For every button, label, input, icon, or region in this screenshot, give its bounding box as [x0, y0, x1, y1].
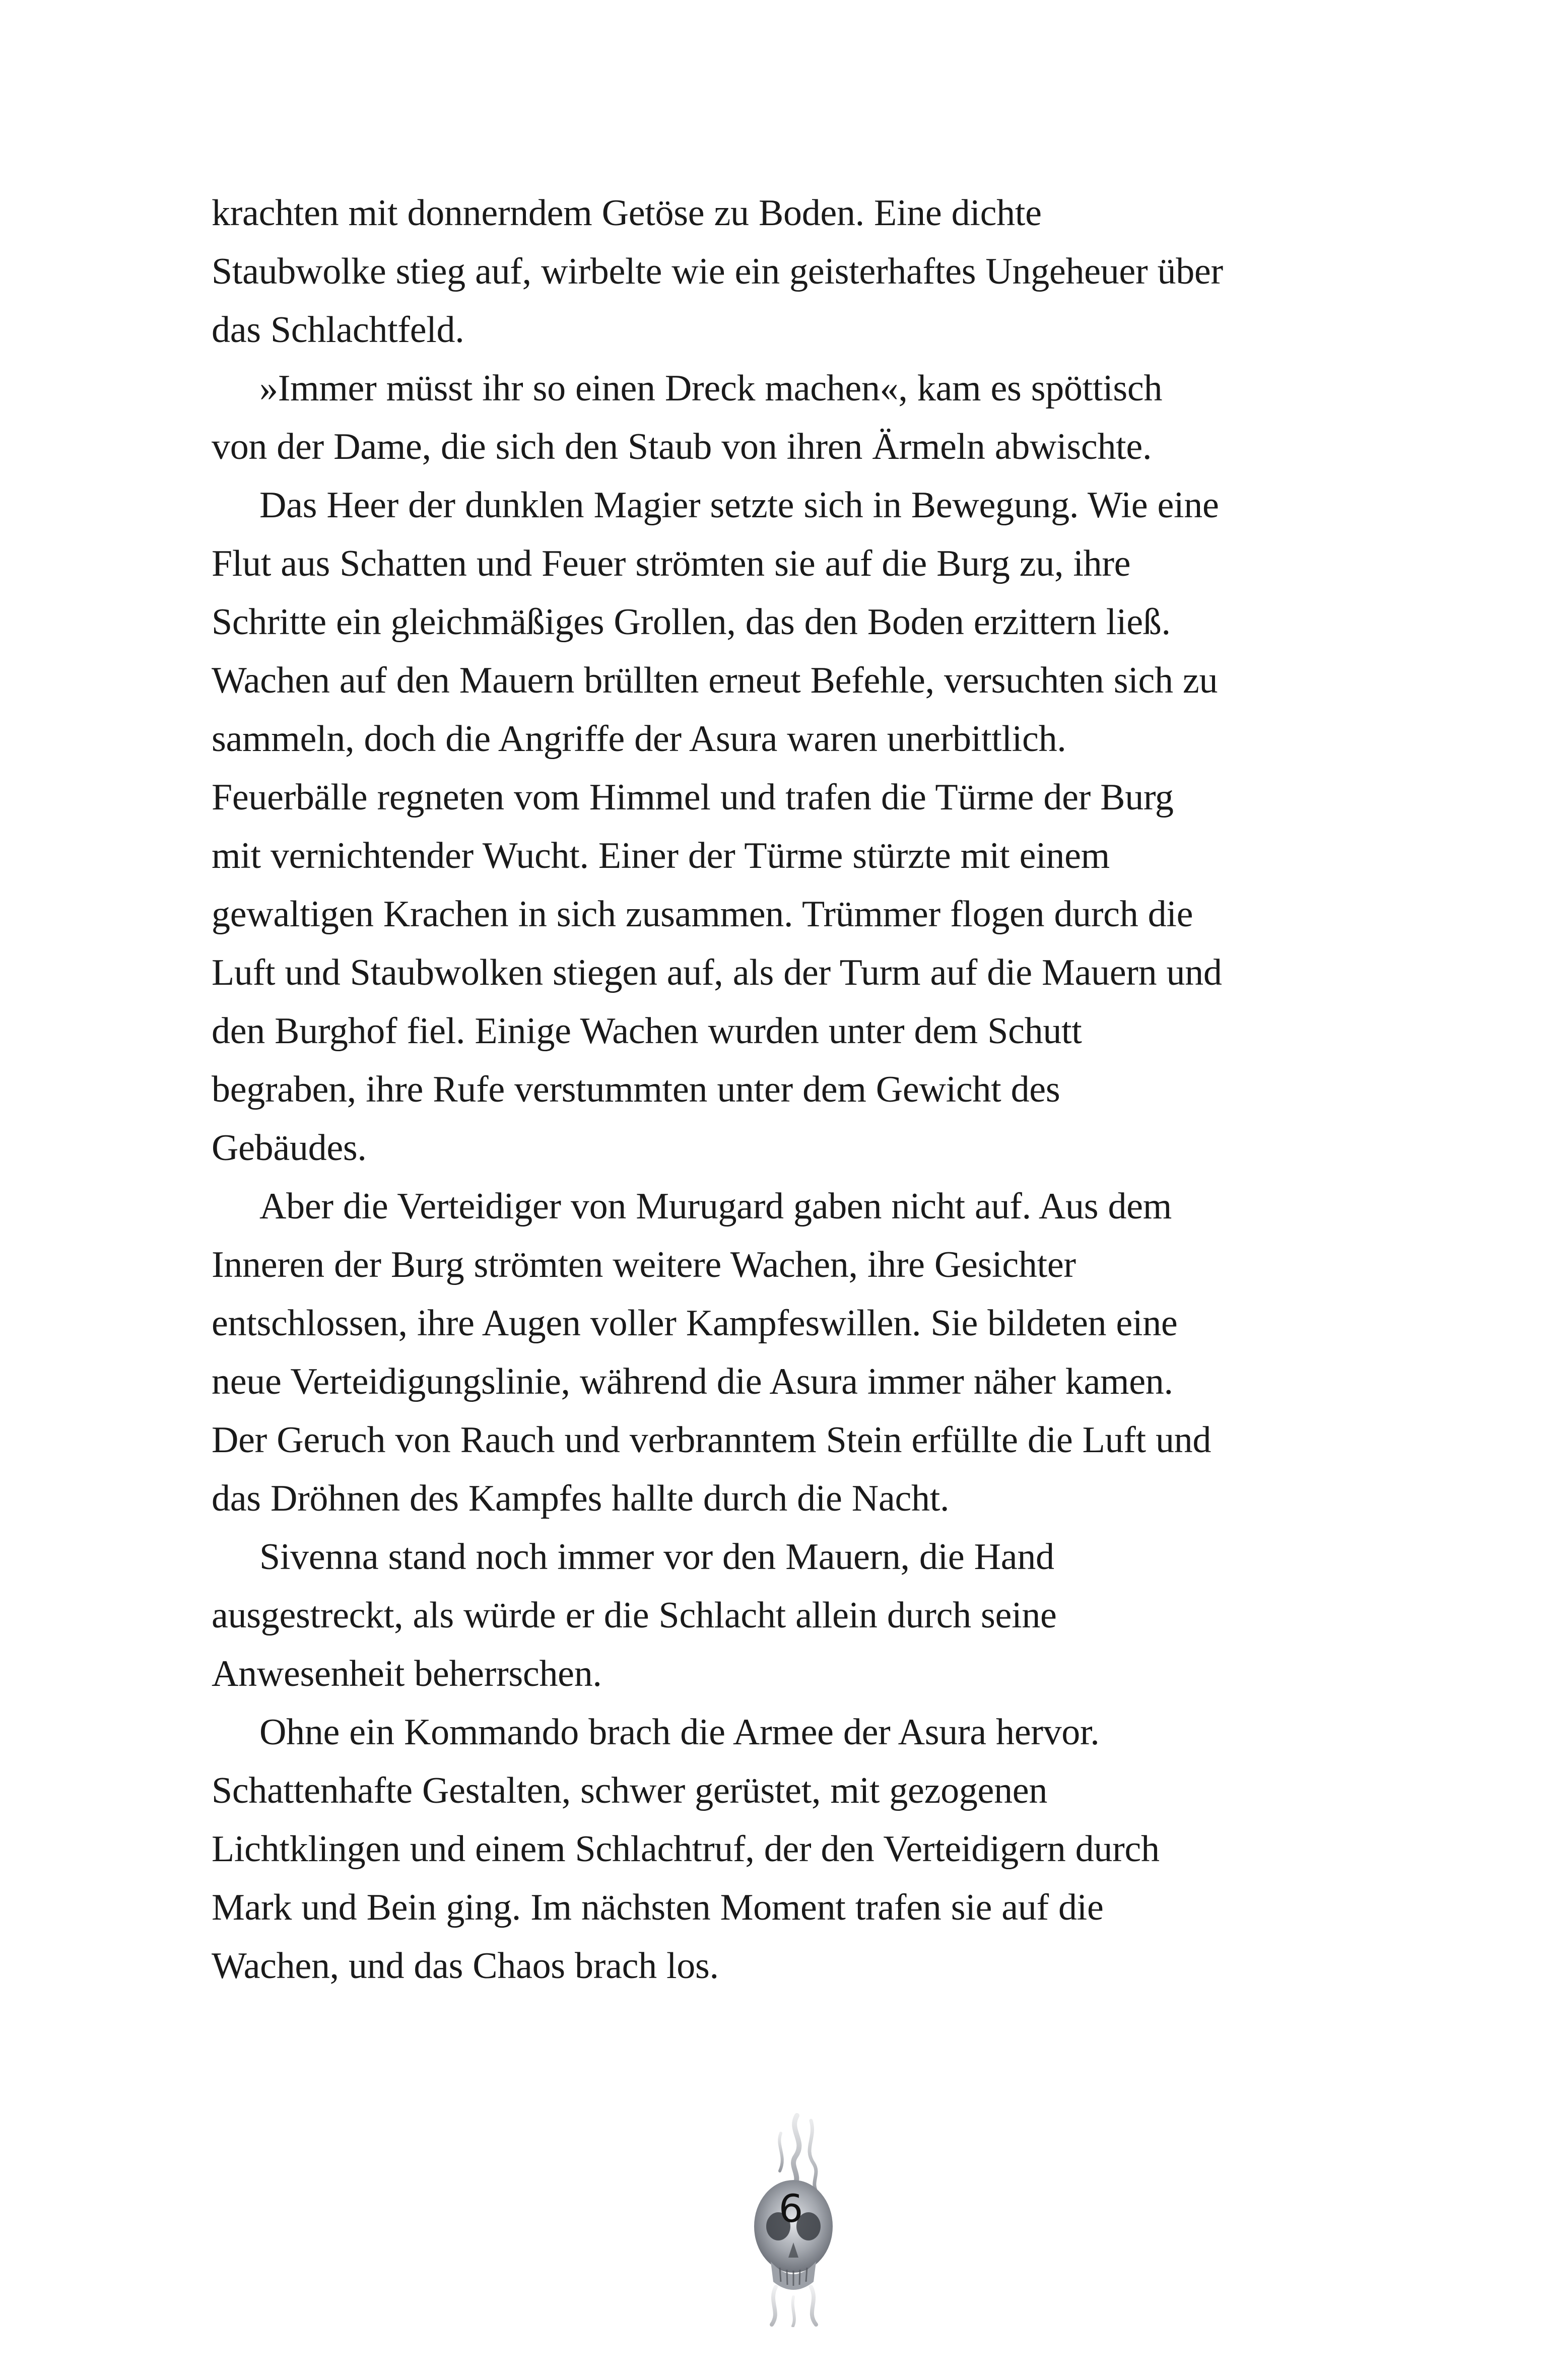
body-text [212, 184, 1317, 1995]
text-line: Lichtklingen und einem Schlachtruf, der den Verteidigern durch [212, 1828, 1160, 1870]
text-line: Wachen, und das Chaos brach los. [212, 1945, 719, 1987]
text-line: ausgestreckt, als würde er die Schlacht allein durch seine [212, 1595, 1057, 1636]
text-line: mit vernichtender Wucht. Einer der Türme stürzte mit einem [212, 835, 1110, 876]
text-line: das Schlachtfeld. [212, 309, 464, 351]
text-line: Inneren der Burg strömten weitere Wachen, ihre Gesichter [212, 1244, 1076, 1285]
text-line: Wachen auf den Mauern brüllten erneut Befehle, versuchten sich zu [212, 660, 1218, 701]
text-line: krachten mit donnerndem Getöse zu Boden. Eine dichte [212, 192, 1042, 234]
text-line: neue Verteidigungslinie, während die Asura immer näher kamen. [212, 1361, 1173, 1402]
text-line: Sivenna stand noch immer vor den Mauern, die Hand [259, 1536, 1054, 1578]
text-line: Der Geruch von Rauch und verbranntem Stein erfüllte die Luft und [212, 1419, 1212, 1461]
page-number: 6 [778, 2186, 803, 2231]
text-line: Feuerbälle regneten vom Himmel und trafen die Türme der Burg [212, 777, 1174, 818]
text-line: Staubwolke stieg auf, wirbelte wie ein geisterhaftes Ungeheuer über [212, 251, 1223, 292]
text-line: Anwesenheit beherrschen. [212, 1653, 602, 1694]
text-line: entschlossen, ihre Augen voller Kampfeswillen. Sie bildeten eine [212, 1303, 1178, 1344]
text-line: Mark und Bein ging. Im nächsten Moment trafen sie auf die [212, 1887, 1104, 1928]
text-line: das Dröhnen des Kampfes hallte durch die Nacht. [212, 1478, 950, 1519]
text-line: Luft und Staubwolken stiegen auf, als der Turm auf die Mauern und [212, 952, 1222, 993]
text-line: begraben, ihre Rufe verstummten unter dem Gewicht des [212, 1069, 1060, 1110]
text-line: den Burghof fiel. Einige Wachen wurden unter dem Schutt [212, 1010, 1082, 1052]
text-line: Flut aus Schatten und Feuer strömten sie auf die Burg zu, ihre [212, 543, 1131, 584]
text-line: Schritte ein gleichmäßiges Grollen, das den Boden erzittern ließ. [212, 601, 1171, 643]
text-line: Das Heer der dunklen Magier setzte sich in Bewegung. Wie eine [259, 485, 1219, 526]
text-line: von der Dame, die sich den Staub von ihren Ärmeln abwischte. [212, 426, 1152, 467]
text-line: gewaltigen Krachen in sich zusammen. Trümmer flogen durch die [212, 894, 1193, 935]
text-line: Schattenhafte Gestalten, schwer gerüstet, mit gezogenen [212, 1770, 1048, 1811]
text-line: sammeln, doch die Angriffe der Asura waren unerbittlich. [212, 718, 1066, 760]
text-line: Aber die Verteidiger von Murugard gaben nicht auf. Aus dem [259, 1186, 1172, 1227]
text-line: Gebäudes. [212, 1127, 367, 1169]
text-line: Ohne ein Kommando brach die Armee der Asura hervor. [259, 1712, 1100, 1753]
text-line: »Immer müsst ihr so einen Dreck machen«, kam es spöttisch [259, 368, 1163, 409]
